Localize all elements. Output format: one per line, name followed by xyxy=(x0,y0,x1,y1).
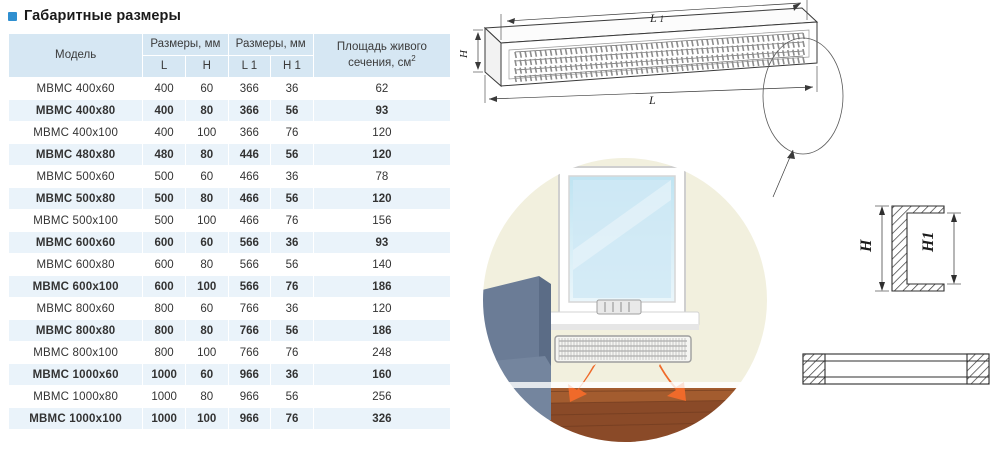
table-row xyxy=(9,166,451,188)
table-row xyxy=(9,144,451,166)
cell-area: 326 xyxy=(313,408,450,430)
label-H1-section: H1 xyxy=(920,231,937,252)
cell-L: 600 xyxy=(143,254,186,276)
header-group-1: Размеры, мм xyxy=(143,34,228,56)
bullet-icon xyxy=(8,12,17,21)
cell-H1: 56 xyxy=(271,144,314,166)
cell-model: МВМС 400х60 xyxy=(9,78,143,100)
cell-H1: 36 xyxy=(271,232,314,254)
cell-L: 600 xyxy=(143,276,186,298)
header-col-L: L xyxy=(143,56,186,78)
cell-area: 256 xyxy=(313,386,450,408)
cell-area: 120 xyxy=(313,188,450,210)
cell-H: 60 xyxy=(185,364,228,386)
cell-model: МВМС 500х60 xyxy=(9,166,143,188)
cell-model: МВМС 480х80 xyxy=(9,144,143,166)
cell-H: 80 xyxy=(185,100,228,122)
label-L-grille: L xyxy=(649,93,656,107)
cell-H1: 56 xyxy=(271,320,314,342)
cell-L: 800 xyxy=(143,320,186,342)
cell-L1: 366 xyxy=(228,122,271,144)
table-row xyxy=(9,254,451,276)
cell-L: 400 xyxy=(143,122,186,144)
cell-H1: 76 xyxy=(271,122,314,144)
table-row xyxy=(9,100,451,122)
cell-H1: 36 xyxy=(271,166,314,188)
header-model: Модель xyxy=(9,34,143,78)
table-row xyxy=(9,188,451,210)
cell-area: 120 xyxy=(313,122,450,144)
cell-model: МВМС 1000х80 xyxy=(9,386,143,408)
table-row xyxy=(9,408,451,430)
table-row xyxy=(9,298,451,320)
page-title-label: Габаритные размеры xyxy=(24,8,181,24)
cell-H1: 56 xyxy=(271,188,314,210)
cell-H1: 36 xyxy=(271,78,314,100)
table-row xyxy=(9,364,451,386)
section-views xyxy=(803,206,989,384)
cell-L1: 366 xyxy=(228,78,271,100)
cell-H1: 76 xyxy=(271,276,314,298)
cell-area: 93 xyxy=(313,100,450,122)
cell-H1: 76 xyxy=(271,408,314,430)
cell-H: 100 xyxy=(185,408,228,430)
cell-H1: 36 xyxy=(271,298,314,320)
cell-L: 1000 xyxy=(143,364,186,386)
table-header xyxy=(9,34,451,78)
cell-L: 400 xyxy=(143,78,186,100)
header-area xyxy=(313,34,450,78)
cell-area: 186 xyxy=(313,320,450,342)
header-col-H1: H 1 xyxy=(271,56,314,78)
cell-model: МВМС 400х100 xyxy=(9,122,143,144)
cell-L: 1000 xyxy=(143,408,186,430)
cell-model: МВМС 800х100 xyxy=(9,342,143,364)
cell-L: 500 xyxy=(143,166,186,188)
cell-H1: 56 xyxy=(271,254,314,276)
cell-H: 80 xyxy=(185,320,228,342)
cell-H: 100 xyxy=(185,210,228,232)
cell-H: 60 xyxy=(185,166,228,188)
cell-L1: 366 xyxy=(228,100,271,122)
cell-L1: 446 xyxy=(228,144,271,166)
cell-L: 1000 xyxy=(143,386,186,408)
cell-L1: 466 xyxy=(228,188,271,210)
cell-L1: 566 xyxy=(228,254,271,276)
cell-L1: 466 xyxy=(228,210,271,232)
cell-L1: 566 xyxy=(228,276,271,298)
cell-L: 800 xyxy=(143,298,186,320)
label-L1: L 1 xyxy=(650,11,664,25)
page-title xyxy=(8,8,181,24)
cell-H: 80 xyxy=(185,254,228,276)
cell-H: 80 xyxy=(185,144,228,166)
cell-model: МВМС 1000х100 xyxy=(9,408,143,430)
cell-H: 60 xyxy=(185,232,228,254)
table-body xyxy=(9,78,451,430)
cell-H1: 56 xyxy=(271,100,314,122)
cell-model: МВМС 600х100 xyxy=(9,276,143,298)
cell-L: 400 xyxy=(143,100,186,122)
header-col-L1: L 1 xyxy=(228,56,271,78)
cell-H: 80 xyxy=(185,386,228,408)
cell-L: 500 xyxy=(143,210,186,232)
label-H-grille: H xyxy=(458,50,470,58)
cell-model: МВМС 800х60 xyxy=(9,298,143,320)
cell-L1: 766 xyxy=(228,320,271,342)
header-area-label: Площадь живого сечения, $см^2$ xyxy=(336,40,427,69)
table-row xyxy=(9,342,451,364)
cell-model: МВМС 600х80 xyxy=(9,254,143,276)
table-row xyxy=(9,210,451,232)
table-row xyxy=(9,78,451,100)
table-row xyxy=(9,122,451,144)
illustration xyxy=(455,0,1001,464)
dimensions-table-wrap xyxy=(8,33,451,430)
cell-model: МВМС 600х60 xyxy=(9,232,143,254)
cell-area: 248 xyxy=(313,342,450,364)
cell-model: МВМС 400х80 xyxy=(9,100,143,122)
cell-model: МВМС 500х100 xyxy=(9,210,143,232)
cell-L1: 466 xyxy=(228,166,271,188)
cell-area: 186 xyxy=(313,276,450,298)
cell-model: МВМС 1000х60 xyxy=(9,364,143,386)
installation-photo xyxy=(482,157,768,443)
table-row xyxy=(9,386,451,408)
cell-L1: 766 xyxy=(228,342,271,364)
cell-L1: 566 xyxy=(228,232,271,254)
header-group-2: Размеры, мм xyxy=(228,34,313,56)
cell-L: 480 xyxy=(143,144,186,166)
cell-L1: 966 xyxy=(228,386,271,408)
cell-area: 160 xyxy=(313,364,450,386)
cell-L1: 966 xyxy=(228,408,271,430)
cell-area: 120 xyxy=(313,298,450,320)
cell-H: 60 xyxy=(185,78,228,100)
cell-model: МВМС 800х80 xyxy=(9,320,143,342)
cell-area: 140 xyxy=(313,254,450,276)
cell-H1: 36 xyxy=(271,364,314,386)
cell-L1: 766 xyxy=(228,298,271,320)
cell-H1: 56 xyxy=(271,386,314,408)
cell-L: 800 xyxy=(143,342,186,364)
cell-L1: 966 xyxy=(228,364,271,386)
cell-H: 100 xyxy=(185,122,228,144)
cell-area: 156 xyxy=(313,210,450,232)
dimensions-table xyxy=(8,33,451,430)
cell-H1: 76 xyxy=(271,342,314,364)
cell-H: 100 xyxy=(185,276,228,298)
cell-area: 78 xyxy=(313,166,450,188)
label-H-section: H xyxy=(858,239,875,252)
table-row xyxy=(9,232,451,254)
cell-H: 100 xyxy=(185,342,228,364)
cell-H: 80 xyxy=(185,188,228,210)
cell-H1: 76 xyxy=(271,210,314,232)
cell-area: 62 xyxy=(313,78,450,100)
cell-area: 93 xyxy=(313,232,450,254)
table-row xyxy=(9,276,451,298)
cell-model: МВМС 500х80 xyxy=(9,188,143,210)
cell-L: 600 xyxy=(143,232,186,254)
cell-area: 120 xyxy=(313,144,450,166)
table-row xyxy=(9,320,451,342)
cell-H: 60 xyxy=(185,298,228,320)
cell-L: 500 xyxy=(143,188,186,210)
header-col-H: H xyxy=(185,56,228,78)
